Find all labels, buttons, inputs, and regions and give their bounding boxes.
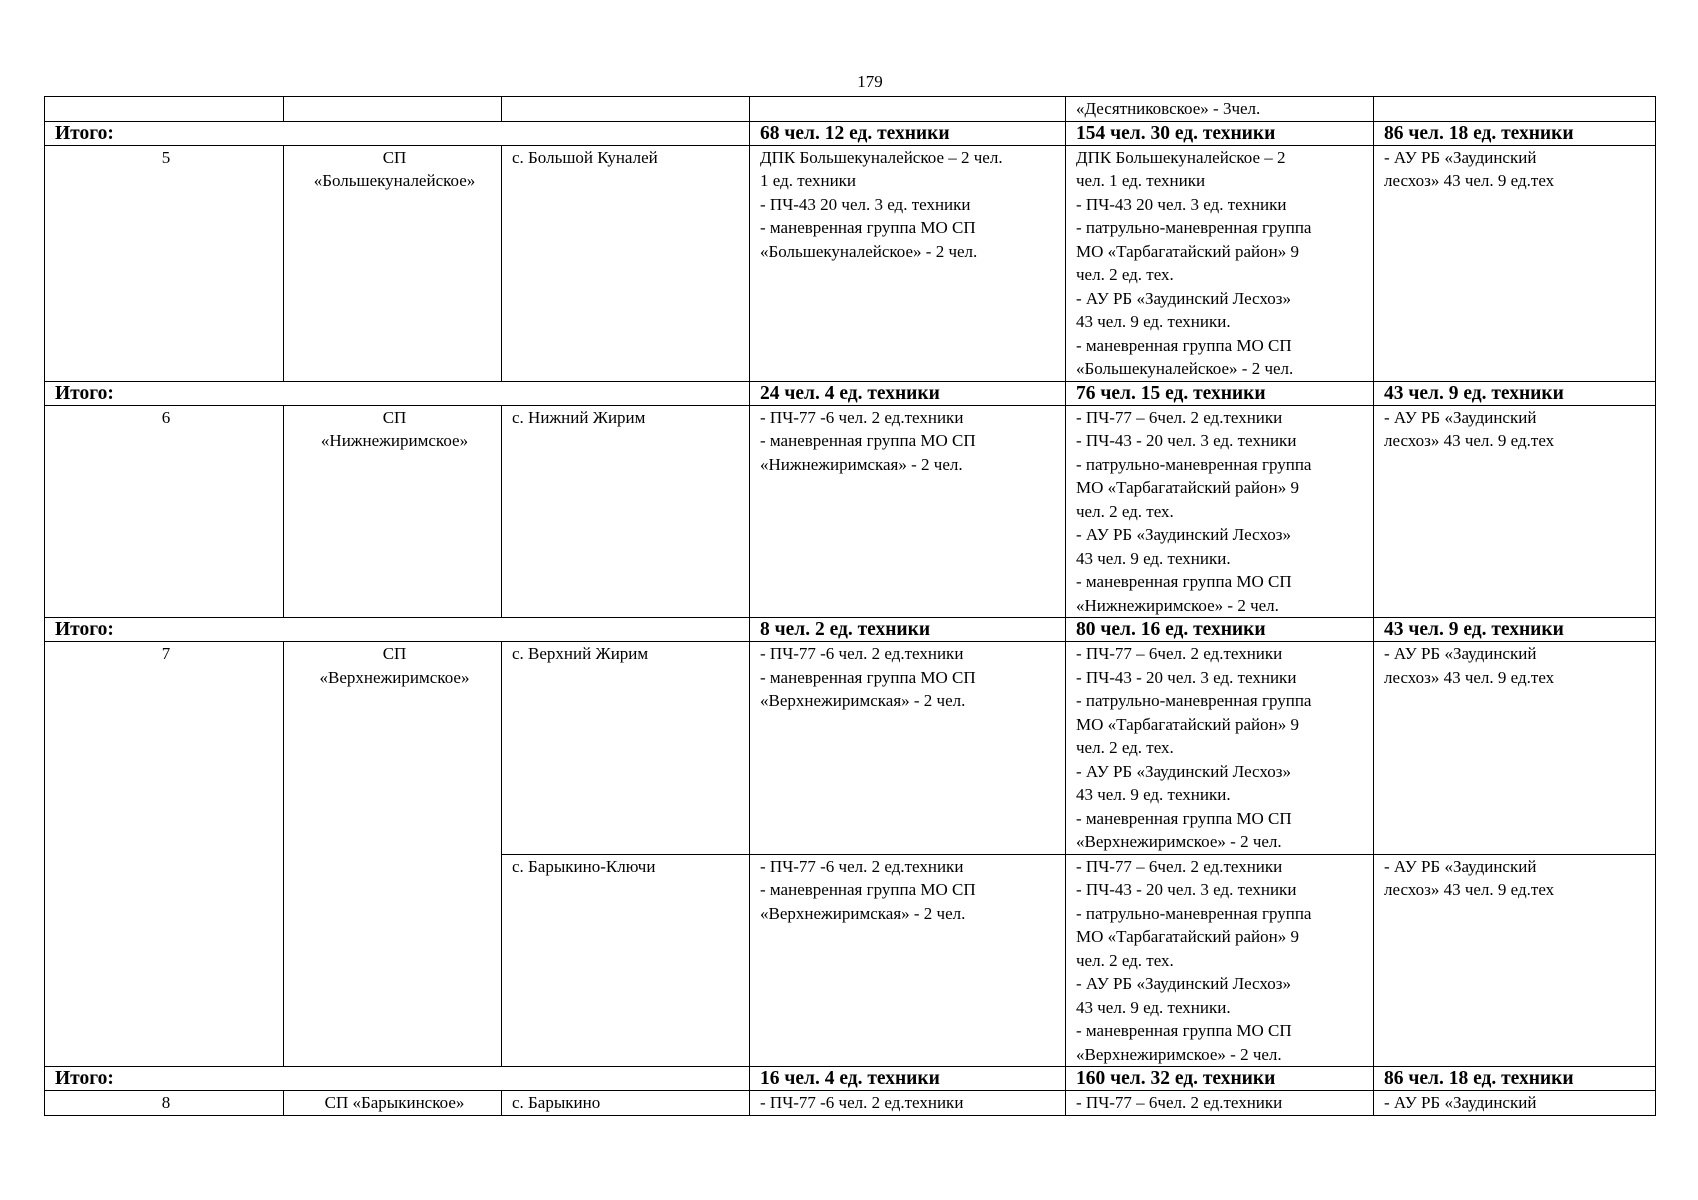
cell-line: «Нижнежиримское» <box>320 431 469 450</box>
cell-line: - АУ РБ «Заудинский <box>1384 644 1537 663</box>
second-echelon-cell <box>1066 145 1374 381</box>
settlement-cell <box>284 145 502 381</box>
third-echelon-cell <box>1374 405 1656 618</box>
second-echelon-cell <box>1066 405 1374 618</box>
cell-line: - маневренная группа МО СП <box>760 667 976 687</box>
cell-line: 1 ед. техники <box>760 171 857 190</box>
table-row <box>45 1091 1656 1116</box>
number-cell <box>45 97 284 122</box>
total-row <box>45 618 1656 642</box>
total-col4: 16 чел. 4 ед. техники <box>750 1067 1066 1091</box>
second-echelon-cell <box>1066 854 1374 1067</box>
settlement-cell <box>284 97 502 122</box>
cell-line: «Верхнежиримское» <box>319 667 470 687</box>
cell-line: - ПЧ-43 20 чел. 3 ед. техники <box>1076 194 1287 214</box>
cell-line: лесхоз» 43 чел. 9 ед.тех <box>1384 431 1555 450</box>
table-row <box>45 642 1656 855</box>
second-echelon-cell: - ПЧ-77 – 6чел. 2 ед.техники <box>1066 1091 1374 1116</box>
cell-line: «Верхнежиримская» - 2 чел. <box>760 903 966 923</box>
total-col6: 43 чел. 9 ед. техники <box>1374 618 1656 642</box>
total-col6: 86 чел. 18 ед. техники <box>1374 1067 1656 1091</box>
cell-line: - АУ РБ «Заудинский <box>1384 856 1537 876</box>
number-cell: 5 <box>45 145 284 381</box>
total-col4: 8 чел. 2 ед. техники <box>750 618 1066 642</box>
settlement-cell <box>284 405 502 618</box>
village-cell: с. Большой Куналей <box>502 145 750 381</box>
village-cell <box>502 97 750 122</box>
cell-line: - ПЧ-77 -6 чел. 2 ед.техники <box>760 407 964 427</box>
total-col6: 43 чел. 9 ед. техники <box>1374 381 1656 405</box>
first-echelon-cell <box>750 642 1066 855</box>
cell-line: - АУ РБ «Заудинский Лесхоз» <box>1076 974 1291 993</box>
village-cell: с. Барыкино <box>502 1091 750 1116</box>
third-echelon-cell <box>1374 145 1656 381</box>
total-col5: 160 чел. 32 ед. техники <box>1066 1067 1374 1091</box>
cell-line: «Большекуналейское» - 2 чел. <box>760 241 978 261</box>
cell-line: - маневренная группа МО СП <box>1076 335 1292 355</box>
cell-line: ДПК Большекуналейское – 2 чел. <box>760 147 1003 167</box>
table-row <box>45 405 1656 618</box>
first-echelon-cell <box>750 854 1066 1067</box>
cell-line: чел. 2 ед. тех. <box>1076 265 1174 284</box>
total-label: Итого: <box>45 1067 750 1091</box>
cell-line: - ПЧ-77 -6 чел. 2 ед.техники <box>760 644 964 663</box>
cell-line: - патрульно-маневренная группа <box>1076 454 1312 474</box>
cell-line: «Верхнежиримская» - 2 чел. <box>760 691 966 710</box>
cell-line: лесхоз» 43 чел. 9 ед.тех <box>1384 880 1555 899</box>
number-cell: 7 <box>45 642 284 1067</box>
total-col5: 154 чел. 30 ед. техники <box>1066 121 1374 145</box>
cell-line: лесхоз» 43 чел. 9 ед.тех <box>1384 667 1555 687</box>
total-col5: 80 чел. 16 ед. техники <box>1066 618 1374 642</box>
table-body <box>45 97 1656 1116</box>
cell-line: - патрульно-маневренная группа <box>1076 218 1312 237</box>
cell-line: - патрульно-маневренная группа <box>1076 903 1312 923</box>
cell-line: 43 чел. 9 ед. техники. <box>1076 312 1231 331</box>
village-cell: с. Нижний Жирим <box>502 405 750 618</box>
cell-line: - патрульно-маневренная группа <box>1076 691 1312 710</box>
village-cell: с. Верхний Жирим <box>502 642 750 855</box>
total-row <box>45 1067 1656 1091</box>
total-row <box>45 121 1656 145</box>
cell-line: МО «Тарбагатайский район» 9 <box>1076 714 1299 734</box>
total-label: Итого: <box>45 618 750 642</box>
third-echelon-cell <box>1374 854 1656 1067</box>
cell-line: 43 чел. 9 ед. техники. <box>1076 997 1231 1017</box>
cell-line: - маневренная группа МО СП <box>1076 808 1292 828</box>
total-label: Итого: <box>45 121 750 145</box>
cell-line: «Нижнежиримская» - 2 чел. <box>760 454 963 474</box>
cell-line: МО «Тарбагатайский район» 9 <box>1076 241 1299 261</box>
settlement-cell: СП «Барыкинское» <box>284 1091 502 1116</box>
cell-line: - ПЧ-77 – 6чел. 2 ед.техники <box>1076 644 1283 663</box>
total-col5: 76 чел. 15 ед. техники <box>1066 381 1374 405</box>
cell-line: «Верхнежиримское» - 2 чел. <box>1076 832 1282 851</box>
cell-line: лесхоз» 43 чел. 9 ед.тех <box>1384 171 1555 190</box>
cell-line: СП <box>382 147 407 167</box>
cell-line: 43 чел. 9 ед. техники. <box>1076 785 1231 804</box>
table-row <box>45 97 1656 122</box>
cell-line: чел. 2 ед. тех. <box>1076 738 1174 757</box>
cell-line: чел. 2 ед. тех. <box>1076 950 1174 970</box>
cell-line: 43 чел. 9 ед. техники. <box>1076 548 1231 568</box>
cell-line: СП <box>382 644 407 663</box>
total-col4: 68 чел. 12 ед. техники <box>750 121 1066 145</box>
second-echelon-cell <box>1066 642 1374 855</box>
total-label: Итого: <box>45 381 750 405</box>
cell-line: - маневренная группа МО СП <box>760 431 976 450</box>
cell-line: - ПЧ-77 – 6чел. 2 ед.техники <box>1076 407 1283 427</box>
total-col4: 24 чел. 4 ед. техники <box>750 381 1066 405</box>
cell-line: чел. 2 ед. тех. <box>1076 501 1174 521</box>
number-cell: 8 <box>45 1091 284 1116</box>
cell-line: «Десятниковское» - 3чел. <box>1076 99 1261 118</box>
cell-line: - АУ РБ «Заудинский <box>1384 407 1537 427</box>
first-echelon-cell <box>750 97 1066 122</box>
first-echelon-cell <box>750 405 1066 618</box>
cell-line: - ПЧ-77 -6 чел. 2 ед.техники <box>760 856 964 876</box>
third-echelon-cell <box>1374 97 1656 122</box>
cell-line: - АУ РБ «Заудинский <box>1384 147 1537 167</box>
cell-line: «Большекуналейское» - 2 чел. <box>1076 359 1294 378</box>
cell-line: - АУ РБ «Заудинский Лесхоз» <box>1076 761 1291 781</box>
table-row <box>45 145 1656 381</box>
cell-line: - ПЧ-43 20 чел. 3 ед. техники <box>760 194 971 214</box>
cell-line: «Большекуналейское» <box>313 171 476 190</box>
cell-line: ДПК Большекуналейское – 2 <box>1076 147 1286 167</box>
total-row <box>45 381 1656 405</box>
village-cell: с. Барыкино-Ключи <box>502 854 750 1067</box>
page-number: 179 <box>857 72 883 91</box>
cell-line: - АУ РБ «Заудинский Лесхоз» <box>1076 525 1291 544</box>
settlement-cell <box>284 642 502 1067</box>
total-col6: 86 чел. 18 ед. техники <box>1374 121 1656 145</box>
cell-line: - маневренная группа МО СП <box>1076 1021 1292 1040</box>
resources-table <box>44 96 1656 1116</box>
first-echelon-cell: - ПЧ-77 -6 чел. 2 ед.техники <box>750 1091 1066 1116</box>
first-echelon-cell <box>750 145 1066 381</box>
cell-line: - маневренная группа МО СП <box>1076 572 1292 591</box>
cell-line: - ПЧ-43 - 20 чел. 3 ед. техники <box>1076 431 1297 450</box>
cell-line: чел. 1 ед. техники <box>1076 171 1206 190</box>
third-echelon-cell <box>1374 642 1656 855</box>
cell-line: «Нижнежиримское» - 2 чел. <box>1076 595 1279 615</box>
cell-line: СП <box>382 407 407 427</box>
cell-line: «Верхнежиримское» - 2 чел. <box>1076 1044 1282 1064</box>
number-cell: 6 <box>45 405 284 618</box>
second-echelon-cell <box>1066 97 1374 122</box>
cell-line: - АУ РБ «Заудинский Лесхоз» <box>1076 288 1291 308</box>
cell-line: - ПЧ-43 - 20 чел. 3 ед. техники <box>1076 880 1297 899</box>
cell-line: МО «Тарбагатайский район» 9 <box>1076 927 1299 946</box>
cell-line: - ПЧ-77 – 6чел. 2 ед.техники <box>1076 856 1283 876</box>
third-echelon-cell: - АУ РБ «Заудинский <box>1374 1091 1656 1116</box>
cell-line: - маневренная группа МО СП <box>760 880 976 899</box>
cell-line: - маневренная группа МО СП <box>760 218 976 237</box>
cell-line: МО «Тарбагатайский район» 9 <box>1076 478 1299 497</box>
cell-line: - ПЧ-43 - 20 чел. 3 ед. техники <box>1076 667 1297 687</box>
